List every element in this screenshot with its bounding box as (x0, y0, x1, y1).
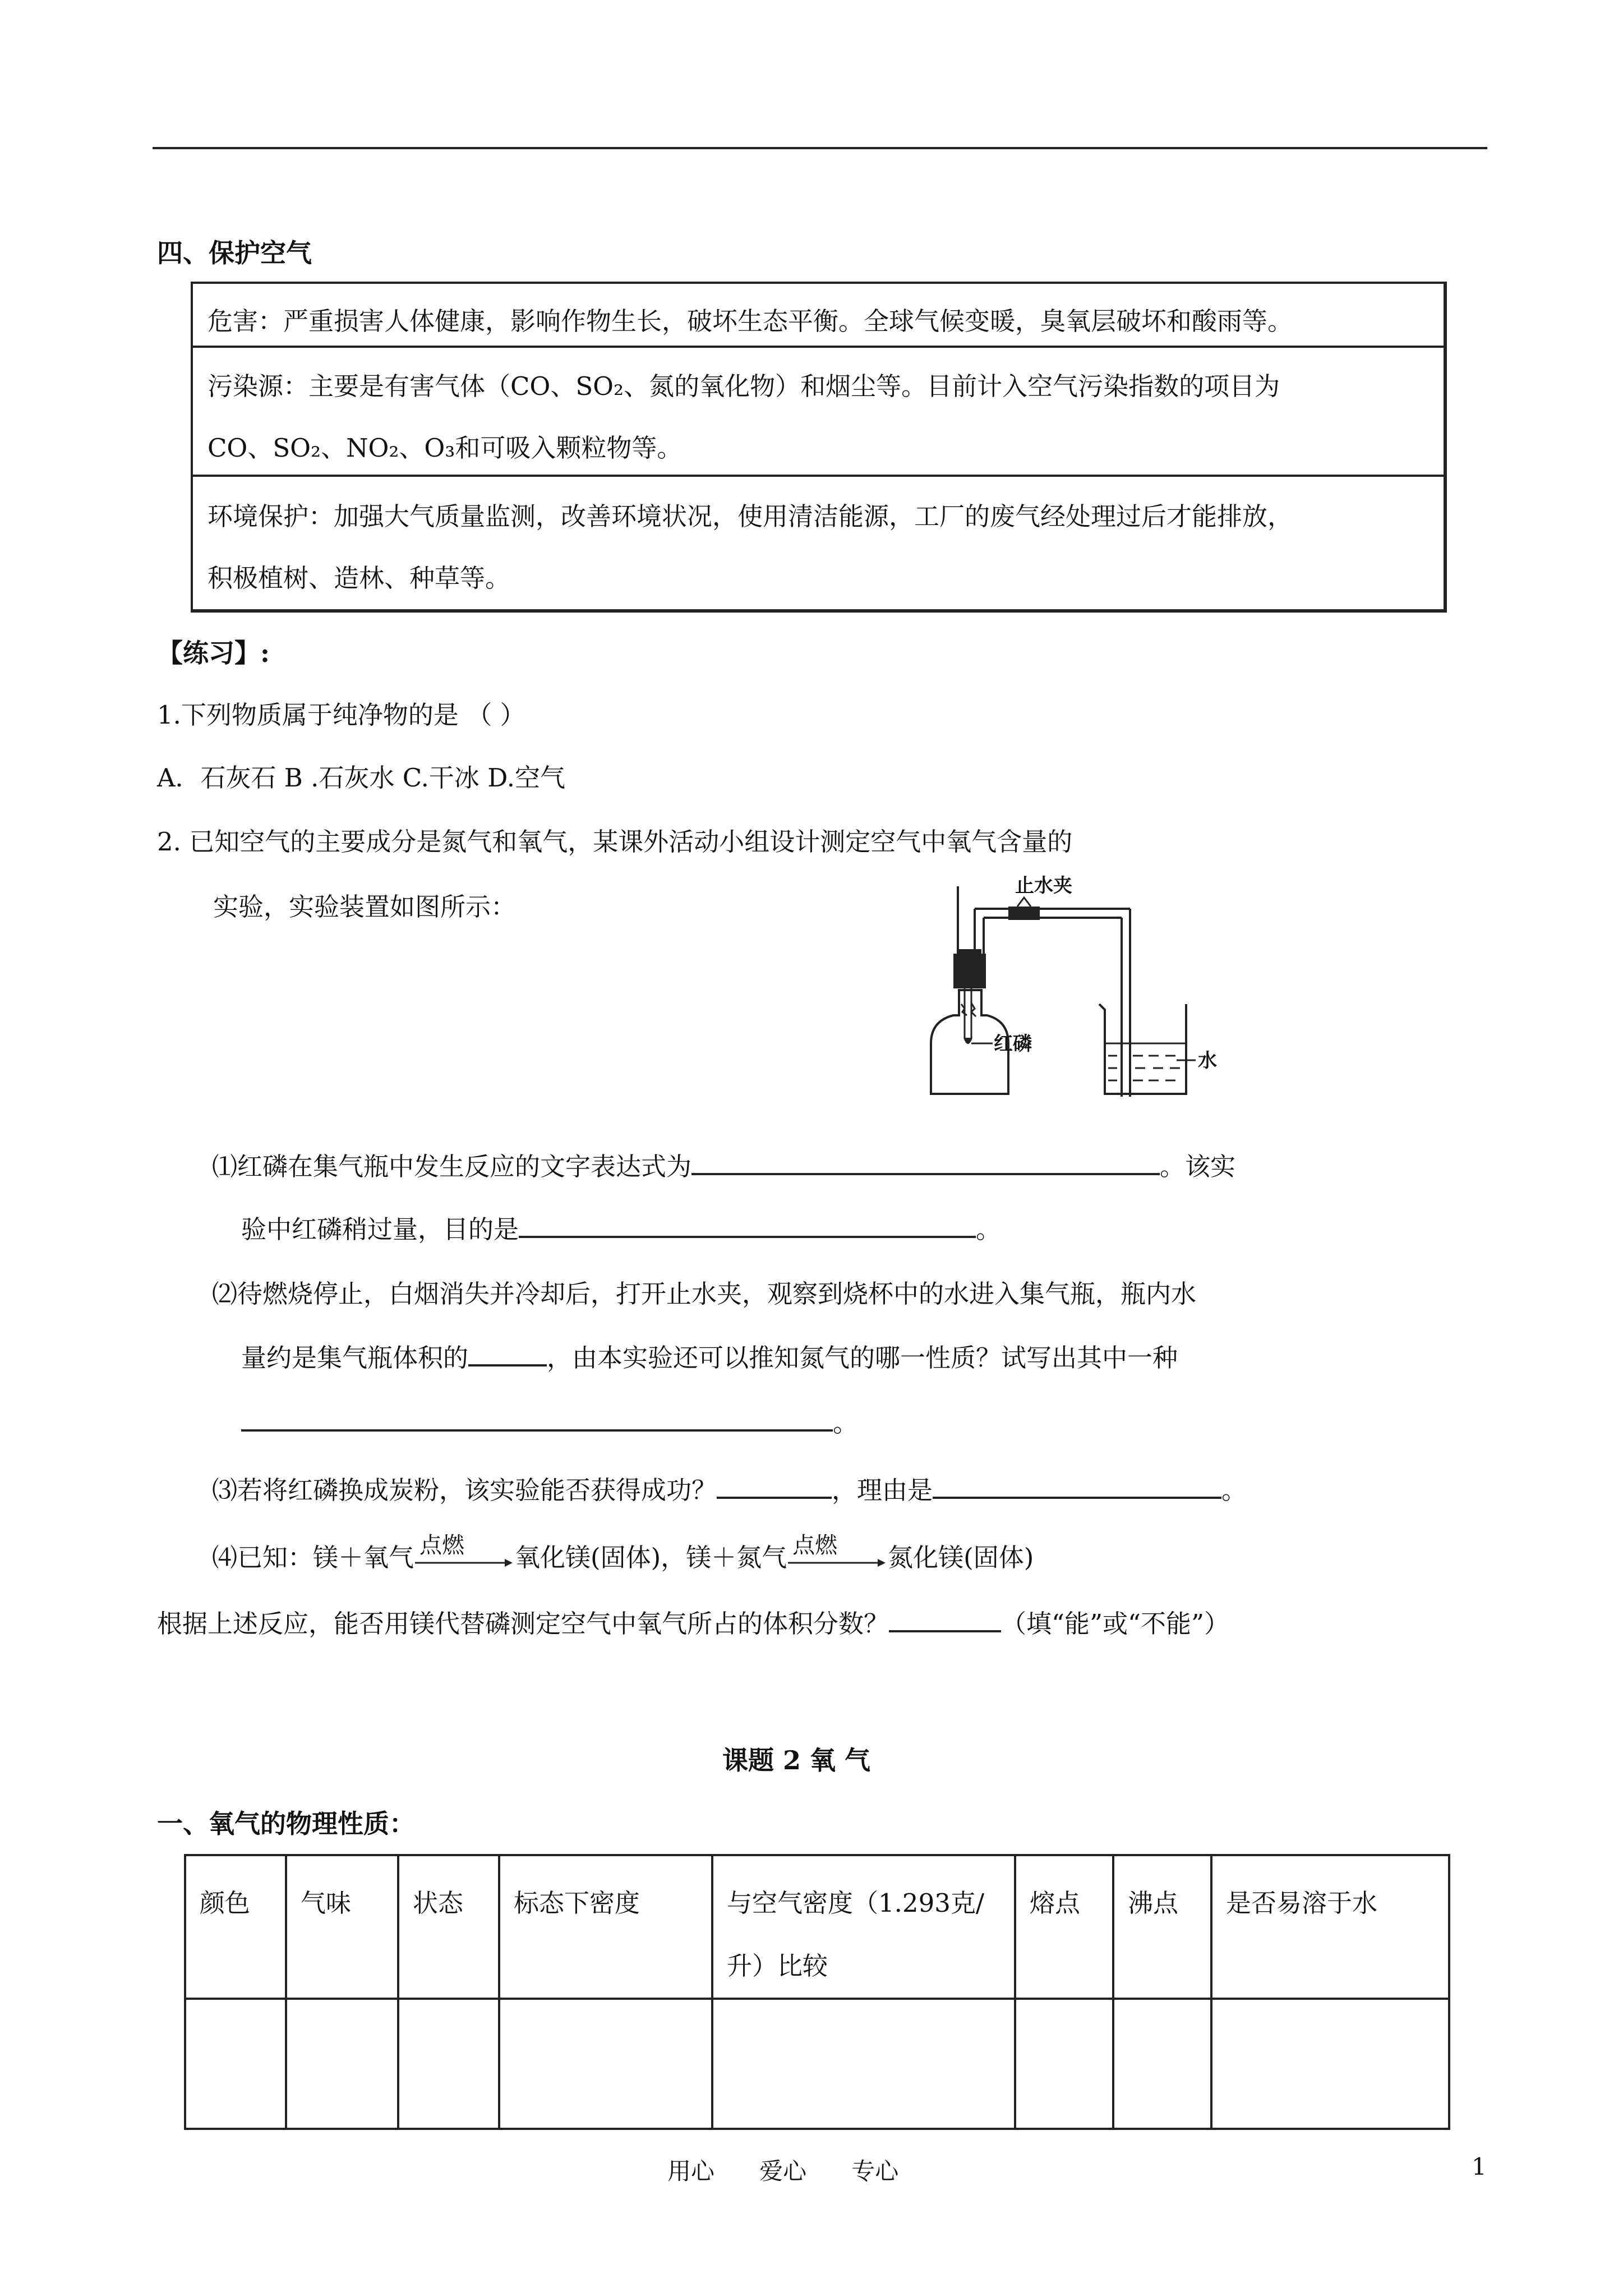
answer-blank[interactable] (519, 1212, 976, 1238)
question-2-line2: 实验，实验装置如图所示： (213, 892, 517, 922)
box-text: 危害：严重损害人体健康，影响作物生长，破坏生态平衡。全球气候变暖，臭氧层破坏和酸雨等。 (208, 306, 1293, 336)
table-header: 熔点 (1015, 1855, 1113, 1999)
lesson-title: 课题 2 氧 气 (722, 1745, 871, 1775)
page-number: 1 (1472, 2153, 1487, 2180)
box-row-source (193, 346, 1444, 477)
footer-motto: 用心 爱心 专心 (667, 2157, 899, 2185)
table-cell[interactable] (185, 1999, 286, 2129)
table-header: 沸点 (1113, 1855, 1211, 1999)
answer-blank[interactable] (468, 1340, 547, 1366)
protection-box (191, 282, 1447, 613)
answer-blank[interactable] (889, 1606, 1001, 1632)
reaction-arrow: 点燃 (787, 1541, 888, 1566)
box-text: 污染源：主要是有害气体（CO、SO₂、氮的氧化物）和烟尘等。目前计入空气污染指数的项目为 (208, 371, 1280, 401)
table-header: 是否易溶于水 (1211, 1855, 1449, 1999)
table-header: 标态下密度 (499, 1855, 712, 1999)
section-heading: 四、保护空气 (157, 238, 312, 268)
clamp-label: 止水夹 (1015, 875, 1072, 897)
table-cell[interactable] (499, 1999, 712, 2129)
subquestion-2-cont: 量约是集气瓶体积的 ，由本实验还可以推知氮气的哪一性质？试写出其中一种 (241, 1337, 1178, 1374)
subquestion-2-answer: 。 (241, 1402, 858, 1439)
oxygen-properties-table (184, 1854, 1450, 2130)
table-cell[interactable] (286, 1999, 398, 2129)
box-row-protect (193, 475, 1444, 607)
experiment-figure (909, 875, 1279, 1111)
subquestion-2: ⑵待燃烧停止，白烟消失并冷却后，打开止水夹，观察到烧杯中的水进入集气瓶，瓶内水 (212, 1279, 1197, 1309)
answer-blank[interactable] (691, 1149, 1160, 1175)
table-cell[interactable] (1015, 1999, 1113, 2129)
question-1-options: A．石灰石 B .石灰水 C.干冰 D.空气 (157, 763, 565, 793)
table-cell[interactable] (1211, 1999, 1449, 2129)
table-cell[interactable] (1113, 1999, 1211, 2129)
box-row-harm (193, 284, 1444, 348)
question-2: 2. 已知空气的主要成分是氮气和氧气，某课外活动小组设计测定空气中氧气含量的 (157, 827, 1073, 857)
final-question: 根据上述反应，能否用镁代替磷测定空气中氧气所占的体积分数？ （填“能”或“不能”） (157, 1603, 1229, 1640)
box-text: CO、SO₂、NO₂、O₃和可吸入颗粒物等。 (208, 433, 683, 463)
table-header-row (185, 1855, 1449, 1999)
table-header: 状态 (398, 1855, 499, 1999)
subquestion-1: ⑴红磷在集气瓶中发生反应的文字表达式为 。该实 (212, 1146, 1235, 1182)
table-cell[interactable] (712, 1999, 1015, 2129)
answer-blank[interactable] (933, 1473, 1221, 1499)
answer-blank[interactable] (717, 1473, 832, 1499)
water-label: 水 (1198, 1050, 1217, 1072)
subquestion-4: ⑷已知：镁＋氧气 点燃 氧化镁(固体)，镁＋氮气 点燃 氮化镁(固体) (212, 1533, 1034, 1572)
box-text: 环境保护：加强大气质量监测，改善环境状况，使用清洁能源，工厂的废气经处理过后才能排放， (208, 501, 1293, 531)
lesson-heading: 一、氧气的物理性质： (157, 1809, 415, 1839)
table-cell[interactable] (398, 1999, 499, 2129)
table-row (185, 1999, 1449, 2129)
practice-heading: 【练习】: (157, 638, 270, 668)
table-header: 气味 (286, 1855, 398, 1999)
table-header: 与空气密度（1.293克/升）比较 (712, 1855, 1015, 1999)
table-header: 颜色 (185, 1855, 286, 1999)
question-1: 1.下列物质属于纯净物的是 （ ） (157, 700, 525, 730)
subquestion-1-cont: 验中红磷稍过量，目的是 。 (241, 1209, 1001, 1245)
header-rule (153, 147, 1487, 149)
subquestion-3: ⑶若将红磷换成炭粉，该实验能否获得成功？ ，理由是 。 (212, 1470, 1247, 1506)
answer-blank[interactable] (241, 1405, 833, 1432)
box-text: 积极植树、造林、种草等。 (208, 563, 511, 593)
phosphorus-label: 红磷 (994, 1033, 1032, 1055)
reaction-arrow: 点燃 (414, 1541, 515, 1566)
